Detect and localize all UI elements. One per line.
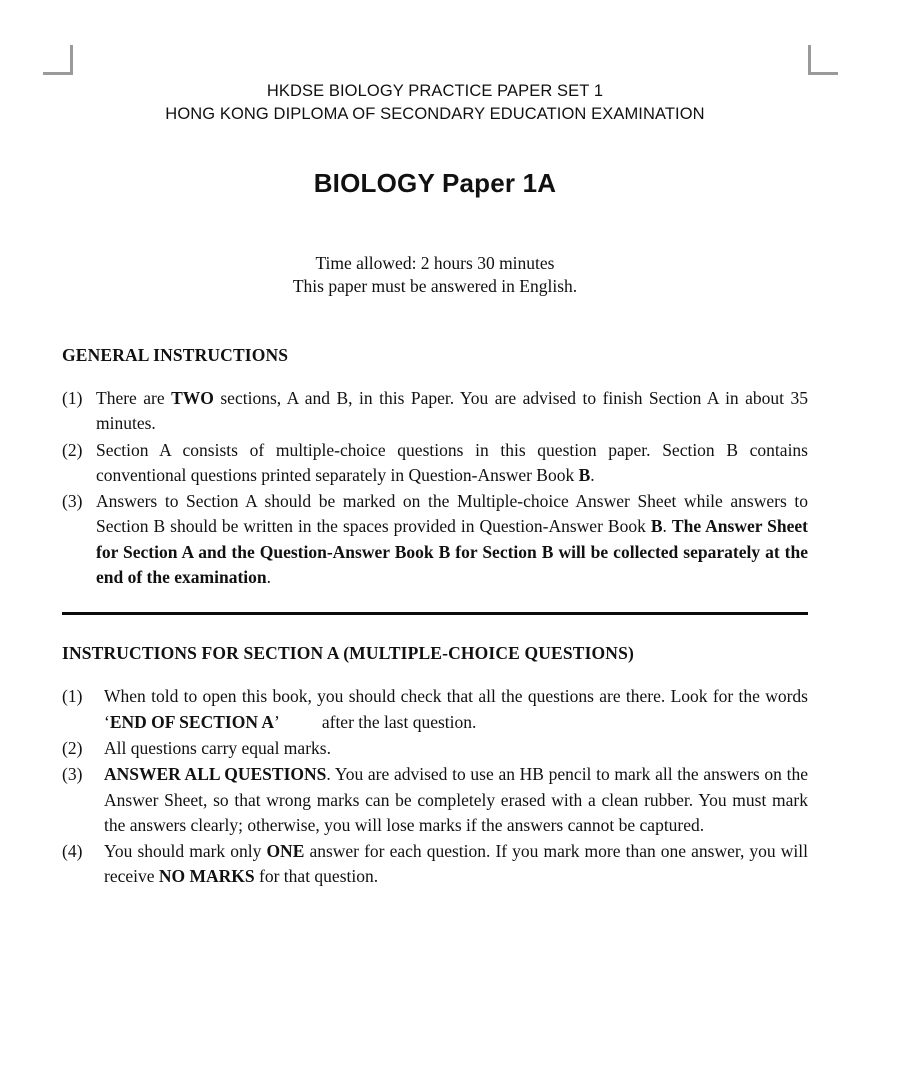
emphasis-text: NO MARKS (158, 866, 255, 887)
time-allowed-text: Time allowed: 2 hours 30 minutes (315, 253, 555, 273)
body-text: Section A consists of multiple-choice questions in this question paper. Section B contains conventional questions printed separately in Question-Answer Book (96, 439, 808, 485)
language-note-text: This paper must be answered in English. (292, 276, 578, 296)
body-text: All questions carry equal marks. (104, 737, 331, 758)
body-text: after the last question. (321, 711, 477, 732)
body-text: for that question. (254, 866, 379, 887)
section-a-instructions-list (62, 684, 808, 889)
list-item-marker: (2) (62, 737, 83, 758)
emphasis-text: B (650, 516, 663, 537)
list-item (62, 438, 808, 489)
body-text: Answers to Section A should be marked on the Multiple-choice Answer Sheet while answers to Section B should be written in the spaces provided in Question-Answer Book (96, 491, 808, 537)
list-item-marker: (2) (62, 439, 83, 460)
general-instructions-heading: GENERAL INSTRUCTIONS (62, 345, 289, 365)
list-item-text (104, 736, 808, 761)
list-item-marker: (3) (62, 764, 83, 785)
timing-block (62, 252, 808, 298)
emphasis-text: TWO (171, 388, 214, 408)
list-item (62, 684, 808, 735)
emphasis-text: ANSWER ALL QUESTIONS (104, 764, 327, 785)
body-text: . (590, 464, 595, 485)
body-text: You should mark only (104, 841, 267, 862)
section-a-instructions-heading: INSTRUCTIONS FOR SECTION A (MULTIPLE-CHOICE QUESTIONS) (62, 643, 634, 664)
body-text: ’ (274, 711, 280, 732)
list-item-text (104, 839, 808, 890)
crop-mark-top-right-icon (808, 45, 838, 75)
list-item-text (96, 489, 808, 590)
body-text: . (266, 567, 271, 588)
emphasis-text: The Answer Sheet for Section A and the Question-Answer Book B for Section B will be collected separately at the end of the examination (96, 516, 809, 588)
list-item (62, 736, 808, 761)
body-text: answer for each question. If you mark more than one answer, you will receive (104, 841, 808, 887)
body-text: . (662, 516, 672, 537)
body-text: . You are advised to use an HB pencil to mark all the answers on the Answer Sheet, so that wrong marks can be completely erased with a clean rubber. You must mark the answers clearly; otherwise, you will lose marks if the answers cannot be captured. (104, 764, 808, 835)
body-text: There are (96, 388, 172, 408)
list-item-marker: (1) (62, 686, 83, 707)
body-text: When told to open this book, you should check that all the questions are there. Look for the words ‘ (104, 686, 808, 732)
page-content (62, 0, 808, 891)
emphasis-text: END OF SECTION A (109, 711, 275, 732)
list-item-text (96, 438, 808, 489)
page-title: BIOLOGY Paper 1A (313, 168, 557, 198)
list-item-text (96, 386, 808, 437)
list-item-marker: (3) (62, 491, 83, 512)
list-item-marker: (4) (62, 841, 83, 862)
list-item (62, 386, 808, 437)
exam-header-line-2: HONG KONG DIPLOMA OF SECONDARY EDUCATION EXAMINATION (165, 105, 705, 123)
list-item-text (104, 762, 808, 838)
emphasis-text: ONE (266, 841, 305, 862)
list-item (62, 762, 808, 838)
list-item-text (104, 684, 808, 735)
list-item-marker: (1) (62, 388, 83, 408)
section-divider (62, 612, 808, 615)
exam-header (62, 80, 808, 126)
list-item (62, 839, 808, 890)
general-instructions-list (62, 386, 808, 590)
emphasis-text: B (578, 464, 591, 485)
exam-header-line-1: HKDSE BIOLOGY PRACTICE PAPER SET 1 (266, 82, 604, 100)
body-text: sections, A and B, in this Paper. You are advised to finish Section A in about 35 minutes. (96, 388, 808, 434)
list-item (62, 489, 808, 590)
